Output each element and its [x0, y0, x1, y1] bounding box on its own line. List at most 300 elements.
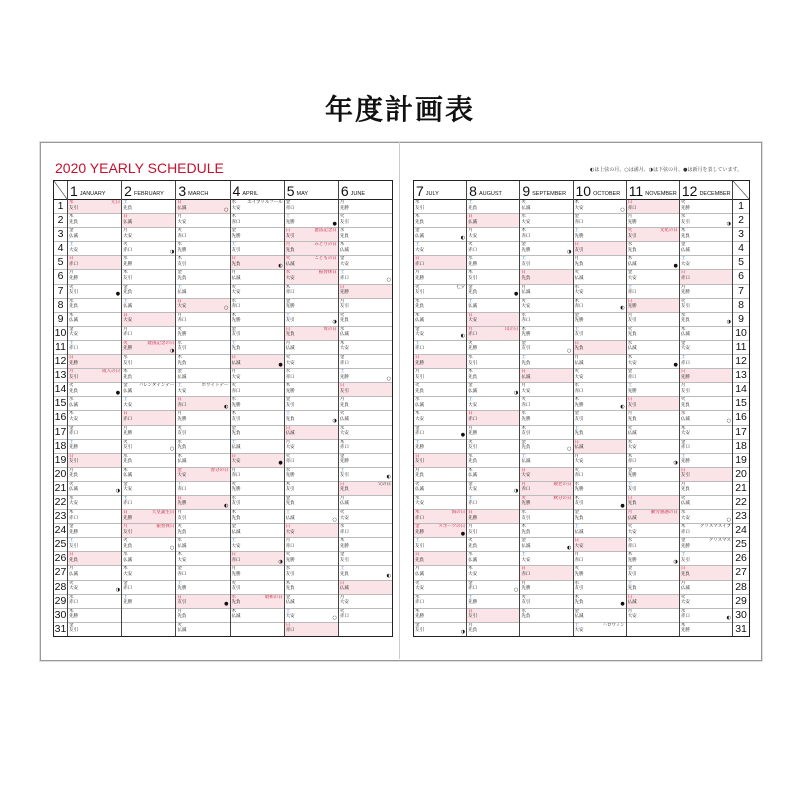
day-cell[interactable]: [680, 411, 732, 425]
day-cell[interactable]: [122, 482, 175, 496]
day-cell[interactable]: [467, 411, 519, 425]
day-cell[interactable]: [176, 397, 229, 411]
day-cell[interactable]: [574, 468, 626, 482]
day-cell[interactable]: [68, 369, 121, 383]
day-cell[interactable]: [122, 411, 175, 425]
day-cell[interactable]: [231, 454, 284, 468]
day-cell[interactable]: [680, 552, 732, 566]
day-cell[interactable]: [574, 214, 626, 228]
day-cell[interactable]: [627, 200, 679, 214]
day-cell[interactable]: [574, 242, 626, 256]
day-cell[interactable]: [627, 552, 679, 566]
day-cell[interactable]: [520, 468, 572, 482]
day-cell[interactable]: [68, 355, 121, 369]
day-cell[interactable]: [574, 552, 626, 566]
day-cell[interactable]: [414, 440, 466, 454]
day-cell[interactable]: [122, 369, 175, 383]
day-cell[interactable]: [414, 552, 466, 566]
day-cell[interactable]: [574, 595, 626, 609]
day-cell[interactable]: [467, 595, 519, 609]
day-cell[interactable]: [414, 313, 466, 327]
day-cell[interactable]: [285, 538, 338, 552]
day-cell[interactable]: [231, 341, 284, 355]
day-cell[interactable]: [68, 397, 121, 411]
day-cell[interactable]: [339, 609, 392, 623]
day-cell[interactable]: [339, 256, 392, 270]
day-cell[interactable]: [231, 313, 284, 327]
day-cell[interactable]: [467, 454, 519, 468]
day-cell[interactable]: [122, 355, 175, 369]
day-cell[interactable]: [574, 200, 626, 214]
day-cell[interactable]: [68, 482, 121, 496]
day-cell[interactable]: [574, 299, 626, 313]
day-cell[interactable]: [627, 383, 679, 397]
day-cell[interactable]: [68, 510, 121, 524]
day-cell[interactable]: [520, 228, 572, 242]
day-cell[interactable]: [68, 454, 121, 468]
day-cell[interactable]: [285, 313, 338, 327]
day-cell[interactable]: [231, 397, 284, 411]
day-cell[interactable]: [68, 440, 121, 454]
day-cell[interactable]: [285, 270, 338, 284]
day-cell[interactable]: [68, 468, 121, 482]
day-cell[interactable]: [176, 623, 229, 636]
day-cell[interactable]: [520, 609, 572, 623]
day-cell[interactable]: [414, 524, 466, 538]
day-cell[interactable]: [68, 609, 121, 623]
day-cell[interactable]: [122, 397, 175, 411]
day-cell[interactable]: [467, 609, 519, 623]
day-cell[interactable]: [285, 454, 338, 468]
day-cell[interactable]: [414, 538, 466, 552]
day-cell[interactable]: [231, 566, 284, 580]
day-cell[interactable]: [467, 468, 519, 482]
day-cell[interactable]: [627, 496, 679, 510]
day-cell[interactable]: [339, 538, 392, 552]
day-cell[interactable]: [339, 313, 392, 327]
day-cell[interactable]: [680, 482, 732, 496]
day-cell[interactable]: [285, 581, 338, 595]
day-cell[interactable]: [680, 623, 732, 636]
day-cell[interactable]: [231, 581, 284, 595]
day-cell[interactable]: [68, 299, 121, 313]
day-cell[interactable]: [122, 496, 175, 510]
day-cell[interactable]: [285, 468, 338, 482]
day-cell[interactable]: [520, 411, 572, 425]
day-cell[interactable]: [285, 369, 338, 383]
day-cell[interactable]: [680, 426, 732, 440]
day-cell[interactable]: [285, 440, 338, 454]
day-cell[interactable]: [339, 327, 392, 341]
day-cell[interactable]: [176, 313, 229, 327]
day-cell[interactable]: [627, 468, 679, 482]
day-cell[interactable]: [339, 270, 392, 284]
day-cell[interactable]: [574, 313, 626, 327]
day-cell[interactable]: [285, 355, 338, 369]
day-cell[interactable]: [122, 524, 175, 538]
day-cell[interactable]: [627, 595, 679, 609]
day-cell[interactable]: [520, 369, 572, 383]
day-cell[interactable]: [574, 327, 626, 341]
day-cell[interactable]: [574, 426, 626, 440]
day-cell[interactable]: [414, 341, 466, 355]
day-cell[interactable]: [680, 270, 732, 284]
day-cell[interactable]: [122, 256, 175, 270]
day-cell[interactable]: [520, 341, 572, 355]
day-cell[interactable]: [339, 468, 392, 482]
day-cell[interactable]: [467, 524, 519, 538]
day-cell[interactable]: [414, 595, 466, 609]
day-cell[interactable]: [122, 595, 175, 609]
day-cell[interactable]: [339, 383, 392, 397]
day-cell[interactable]: [467, 200, 519, 214]
day-cell[interactable]: [467, 270, 519, 284]
day-cell[interactable]: [627, 341, 679, 355]
day-cell[interactable]: [680, 299, 732, 313]
day-cell[interactable]: [176, 369, 229, 383]
day-cell[interactable]: [176, 510, 229, 524]
day-cell[interactable]: [339, 426, 392, 440]
day-cell[interactable]: [414, 426, 466, 440]
day-cell[interactable]: [176, 482, 229, 496]
day-cell[interactable]: [176, 538, 229, 552]
day-cell[interactable]: [414, 482, 466, 496]
day-cell[interactable]: [122, 200, 175, 214]
day-cell[interactable]: [339, 299, 392, 313]
day-cell[interactable]: [467, 552, 519, 566]
day-cell[interactable]: [122, 454, 175, 468]
day-cell[interactable]: [680, 454, 732, 468]
day-cell[interactable]: [520, 595, 572, 609]
day-cell[interactable]: [285, 623, 338, 636]
day-cell[interactable]: [680, 383, 732, 397]
day-cell[interactable]: [467, 355, 519, 369]
day-cell[interactable]: [467, 397, 519, 411]
day-cell[interactable]: [68, 200, 121, 214]
day-cell[interactable]: [520, 581, 572, 595]
day-cell[interactable]: [520, 566, 572, 580]
day-cell[interactable]: [414, 228, 466, 242]
day-cell[interactable]: [520, 355, 572, 369]
day-cell[interactable]: [285, 341, 338, 355]
day-cell[interactable]: [68, 623, 121, 636]
day-cell[interactable]: [176, 411, 229, 425]
day-cell[interactable]: [520, 256, 572, 270]
day-cell[interactable]: [520, 214, 572, 228]
day-cell[interactable]: [176, 299, 229, 313]
day-cell[interactable]: [231, 468, 284, 482]
day-cell[interactable]: [122, 242, 175, 256]
day-cell[interactable]: [339, 524, 392, 538]
day-cell[interactable]: [176, 214, 229, 228]
day-cell[interactable]: [467, 341, 519, 355]
day-cell[interactable]: [574, 256, 626, 270]
day-cell[interactable]: [231, 369, 284, 383]
day-cell[interactable]: [122, 313, 175, 327]
day-cell[interactable]: [285, 256, 338, 270]
day-cell[interactable]: [680, 496, 732, 510]
day-cell[interactable]: [176, 242, 229, 256]
day-cell[interactable]: [680, 397, 732, 411]
day-cell[interactable]: [231, 355, 284, 369]
day-cell[interactable]: [574, 566, 626, 580]
day-cell[interactable]: [414, 623, 466, 636]
day-cell[interactable]: [122, 327, 175, 341]
day-cell[interactable]: [627, 327, 679, 341]
day-cell[interactable]: [285, 609, 338, 623]
day-cell[interactable]: [627, 369, 679, 383]
day-cell[interactable]: [680, 313, 732, 327]
day-cell[interactable]: [285, 228, 338, 242]
day-cell[interactable]: [520, 383, 572, 397]
day-cell[interactable]: [339, 242, 392, 256]
day-cell[interactable]: [627, 285, 679, 299]
day-cell[interactable]: [231, 327, 284, 341]
day-cell[interactable]: [339, 496, 392, 510]
day-cell[interactable]: [122, 538, 175, 552]
day-cell[interactable]: [520, 454, 572, 468]
day-cell[interactable]: [176, 426, 229, 440]
day-cell[interactable]: [231, 482, 284, 496]
day-cell[interactable]: [680, 581, 732, 595]
day-cell[interactable]: [68, 595, 121, 609]
day-cell[interactable]: [68, 214, 121, 228]
day-cell[interactable]: [627, 397, 679, 411]
day-cell[interactable]: [285, 214, 338, 228]
day-cell[interactable]: [231, 411, 284, 425]
day-cell[interactable]: [467, 482, 519, 496]
day-cell[interactable]: [680, 228, 732, 242]
day-cell[interactable]: [467, 426, 519, 440]
day-cell[interactable]: [680, 242, 732, 256]
day-cell[interactable]: [176, 200, 229, 214]
day-cell[interactable]: [414, 411, 466, 425]
day-cell[interactable]: [680, 468, 732, 482]
day-cell[interactable]: [339, 566, 392, 580]
day-cell[interactable]: [680, 440, 732, 454]
day-cell[interactable]: [68, 581, 121, 595]
day-cell[interactable]: [680, 595, 732, 609]
day-cell[interactable]: [467, 496, 519, 510]
day-cell[interactable]: [122, 468, 175, 482]
day-cell[interactable]: [627, 538, 679, 552]
day-cell[interactable]: [574, 496, 626, 510]
day-cell[interactable]: [176, 524, 229, 538]
day-cell[interactable]: [627, 566, 679, 580]
day-cell[interactable]: [68, 270, 121, 284]
day-cell[interactable]: [285, 299, 338, 313]
day-cell[interactable]: [68, 552, 121, 566]
day-cell[interactable]: [176, 566, 229, 580]
day-cell[interactable]: [122, 440, 175, 454]
day-cell[interactable]: [520, 270, 572, 284]
day-cell[interactable]: [467, 299, 519, 313]
day-cell[interactable]: [627, 454, 679, 468]
day-cell[interactable]: [680, 566, 732, 580]
day-cell[interactable]: [339, 581, 392, 595]
day-cell[interactable]: [574, 369, 626, 383]
day-cell[interactable]: [467, 566, 519, 580]
day-cell[interactable]: [285, 595, 338, 609]
day-cell[interactable]: [285, 327, 338, 341]
day-cell[interactable]: [176, 228, 229, 242]
day-cell[interactable]: [574, 341, 626, 355]
day-cell[interactable]: [176, 256, 229, 270]
day-cell[interactable]: [627, 214, 679, 228]
day-cell[interactable]: [414, 609, 466, 623]
day-cell[interactable]: [339, 397, 392, 411]
day-cell[interactable]: [574, 411, 626, 425]
day-cell[interactable]: [627, 242, 679, 256]
day-cell[interactable]: [520, 552, 572, 566]
day-cell[interactable]: [627, 256, 679, 270]
day-cell[interactable]: [176, 595, 229, 609]
day-cell[interactable]: [68, 242, 121, 256]
day-cell[interactable]: [414, 256, 466, 270]
day-cell[interactable]: [68, 426, 121, 440]
day-cell[interactable]: [231, 200, 284, 214]
day-cell[interactable]: [176, 440, 229, 454]
day-cell[interactable]: [680, 609, 732, 623]
day-cell[interactable]: [467, 285, 519, 299]
day-cell[interactable]: [680, 327, 732, 341]
day-cell[interactable]: [574, 228, 626, 242]
day-cell[interactable]: [285, 482, 338, 496]
day-cell[interactable]: [122, 214, 175, 228]
day-cell[interactable]: [680, 341, 732, 355]
day-cell[interactable]: [467, 313, 519, 327]
day-cell[interactable]: [467, 510, 519, 524]
day-cell[interactable]: [574, 454, 626, 468]
day-cell[interactable]: [627, 355, 679, 369]
day-cell[interactable]: [68, 327, 121, 341]
day-cell[interactable]: [339, 411, 392, 425]
day-cell[interactable]: [231, 524, 284, 538]
day-cell[interactable]: [122, 285, 175, 299]
day-cell[interactable]: [627, 609, 679, 623]
day-cell[interactable]: [627, 411, 679, 425]
day-cell[interactable]: [176, 552, 229, 566]
day-cell[interactable]: [467, 623, 519, 636]
day-cell[interactable]: [122, 566, 175, 580]
day-cell[interactable]: [231, 214, 284, 228]
day-cell[interactable]: [520, 440, 572, 454]
day-cell[interactable]: [231, 538, 284, 552]
day-cell[interactable]: [574, 510, 626, 524]
day-cell[interactable]: [339, 285, 392, 299]
day-cell[interactable]: [231, 440, 284, 454]
day-cell[interactable]: [680, 200, 732, 214]
day-cell[interactable]: [122, 341, 175, 355]
day-cell[interactable]: [627, 581, 679, 595]
day-cell[interactable]: [122, 552, 175, 566]
day-cell[interactable]: [627, 313, 679, 327]
day-cell[interactable]: [339, 200, 392, 214]
day-cell[interactable]: [414, 369, 466, 383]
day-cell[interactable]: [285, 411, 338, 425]
day-cell[interactable]: [414, 397, 466, 411]
day-cell[interactable]: [467, 228, 519, 242]
day-cell[interactable]: [520, 327, 572, 341]
day-cell[interactable]: [467, 369, 519, 383]
day-cell[interactable]: [520, 496, 572, 510]
day-cell[interactable]: [414, 242, 466, 256]
day-cell[interactable]: [414, 299, 466, 313]
day-cell[interactable]: [467, 214, 519, 228]
day-cell[interactable]: [414, 214, 466, 228]
day-cell[interactable]: [68, 496, 121, 510]
day-cell[interactable]: [285, 397, 338, 411]
day-cell[interactable]: [339, 482, 392, 496]
day-cell[interactable]: [285, 510, 338, 524]
day-cell[interactable]: [176, 383, 229, 397]
day-cell[interactable]: [680, 510, 732, 524]
day-cell[interactable]: [574, 383, 626, 397]
day-cell[interactable]: [68, 383, 121, 397]
day-cell[interactable]: [339, 552, 392, 566]
day-cell[interactable]: [414, 285, 466, 299]
day-cell[interactable]: [467, 440, 519, 454]
day-cell[interactable]: [339, 454, 392, 468]
day-cell[interactable]: [122, 426, 175, 440]
day-cell[interactable]: [176, 327, 229, 341]
day-cell[interactable]: [176, 496, 229, 510]
day-cell[interactable]: [122, 383, 175, 397]
day-cell[interactable]: [520, 482, 572, 496]
day-cell[interactable]: [285, 200, 338, 214]
day-cell[interactable]: [574, 623, 626, 636]
day-cell[interactable]: [176, 355, 229, 369]
day-cell[interactable]: [68, 566, 121, 580]
day-cell[interactable]: [231, 595, 284, 609]
day-cell[interactable]: [339, 341, 392, 355]
day-cell[interactable]: [339, 440, 392, 454]
day-cell[interactable]: [414, 355, 466, 369]
day-cell[interactable]: [231, 496, 284, 510]
day-cell[interactable]: [122, 510, 175, 524]
day-cell[interactable]: [574, 524, 626, 538]
day-cell[interactable]: [122, 270, 175, 284]
day-cell[interactable]: [520, 242, 572, 256]
day-cell[interactable]: [176, 454, 229, 468]
day-cell[interactable]: [176, 468, 229, 482]
day-cell[interactable]: [520, 538, 572, 552]
day-cell[interactable]: [627, 524, 679, 538]
day-cell[interactable]: [68, 313, 121, 327]
day-cell[interactable]: [285, 285, 338, 299]
day-cell[interactable]: [339, 214, 392, 228]
day-cell[interactable]: [414, 566, 466, 580]
day-cell[interactable]: [68, 538, 121, 552]
day-cell[interactable]: [627, 440, 679, 454]
day-cell[interactable]: [574, 609, 626, 623]
day-cell[interactable]: [339, 355, 392, 369]
day-cell[interactable]: [627, 228, 679, 242]
day-cell[interactable]: [520, 426, 572, 440]
day-cell[interactable]: [414, 510, 466, 524]
day-cell[interactable]: [414, 200, 466, 214]
day-cell[interactable]: [627, 510, 679, 524]
day-cell[interactable]: [285, 566, 338, 580]
day-cell[interactable]: [231, 285, 284, 299]
day-cell[interactable]: [68, 524, 121, 538]
day-cell[interactable]: [574, 355, 626, 369]
day-cell[interactable]: [176, 341, 229, 355]
day-cell[interactable]: [231, 609, 284, 623]
day-cell[interactable]: [339, 510, 392, 524]
day-cell[interactable]: [520, 285, 572, 299]
day-cell[interactable]: [285, 383, 338, 397]
